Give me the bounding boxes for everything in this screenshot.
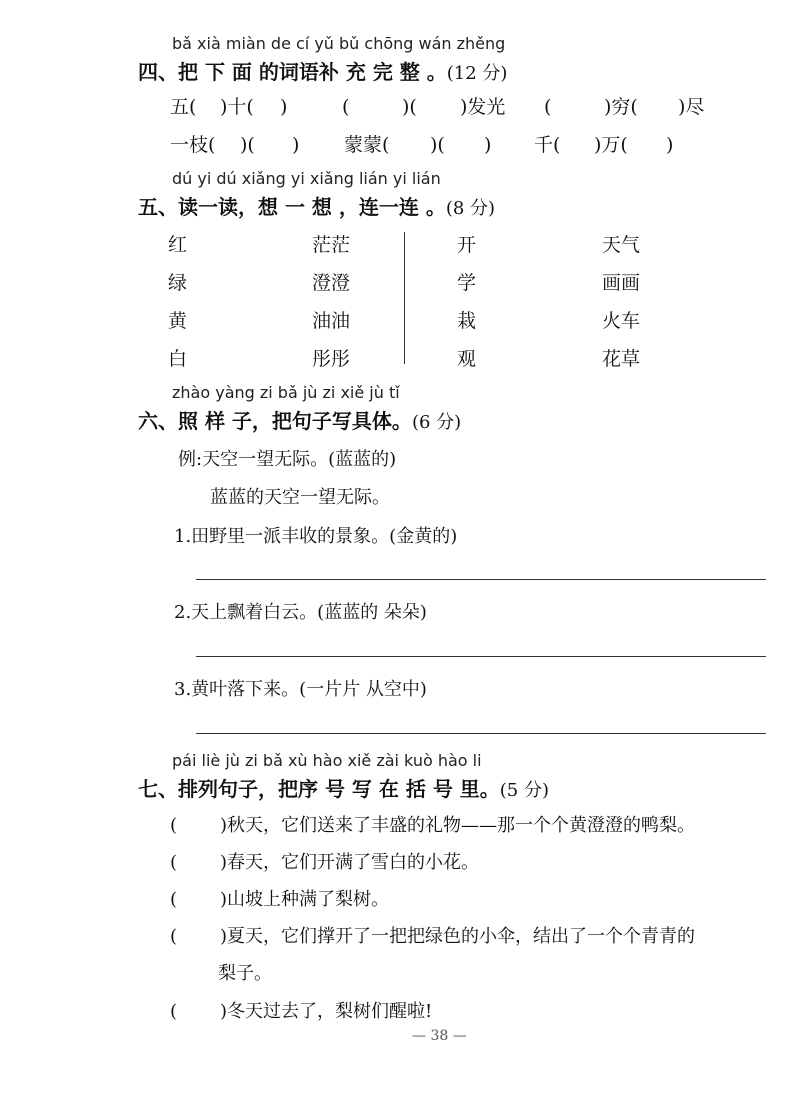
order-item-4 xyxy=(170,922,695,948)
section5-pinyin: dú yi dú xiǎng yi xiǎng lián yi lián xyxy=(172,169,441,188)
order-blank[interactable]: ( xyxy=(170,889,178,910)
fill-cell: ) xyxy=(280,96,288,118)
section4-title xyxy=(138,56,507,85)
fill-cell: )( xyxy=(430,134,445,156)
order-blank[interactable]: ( xyxy=(170,852,178,873)
fill-cell: )十( xyxy=(220,96,254,118)
order-blank[interactable]: ( xyxy=(170,926,178,947)
match-left-b-1: 茫茫 xyxy=(312,234,351,256)
section6-title-text: 六、照 样 子，把句子写具体。 xyxy=(138,409,412,433)
example-answer: 蓝蓝的天空一望无际。 xyxy=(210,487,390,508)
exercise-item-3: 3.黄叶落下来。(一片片 从空中) xyxy=(174,679,427,700)
match-left-a-4: 白 xyxy=(168,348,188,370)
fill-cell: )穷( xyxy=(604,96,638,118)
section6-score: (6 分) xyxy=(411,412,462,433)
exercise-item-2: 2.天上飘着白云。(蓝蓝的 朵朵) xyxy=(174,602,427,623)
page-number: — 38 — xyxy=(412,1028,467,1044)
fill-cell: )发光 xyxy=(460,96,506,118)
section4-score: (12 分) xyxy=(446,63,508,84)
section7-score: (5 分) xyxy=(499,780,549,801)
match-right-b-2: 画画 xyxy=(602,272,641,294)
order-item-text: )山坡上种满了梨树。 xyxy=(220,889,390,910)
section7-title-text: 七、排列句子，把序 号 写 在 括 号 里。 xyxy=(138,777,500,801)
fill-cell: )尽 xyxy=(678,96,705,118)
fill-cell: ) xyxy=(666,134,674,156)
example-sentence: 例:天空一望无际。(蓝蓝的) xyxy=(178,449,397,470)
match-right-b-1: 天气 xyxy=(602,234,641,256)
section5-title xyxy=(138,191,495,220)
section5-title-text: 五、读一读，想 一 想 ，连一连 。 xyxy=(138,195,446,219)
match-right-b-4: 花草 xyxy=(602,348,641,370)
section4-title-text: 四、把 下 面 的词语补 充 完 整 。 xyxy=(138,60,447,84)
fill-cell: ( xyxy=(544,96,552,118)
match-left-a-2: 绿 xyxy=(168,272,188,294)
fill-cell: 五( xyxy=(170,96,197,118)
order-item-3 xyxy=(170,885,389,911)
fill-cell: )( xyxy=(402,96,417,118)
answer-line-1[interactable] xyxy=(196,579,766,580)
order-item-2 xyxy=(170,848,479,874)
fill-cell: ) xyxy=(484,134,492,156)
section6-title xyxy=(138,405,461,434)
order-item-text: )春天，它们开满了雪白的小花。 xyxy=(220,852,480,873)
order-item-1 xyxy=(170,811,695,837)
match-left-a-3: 黄 xyxy=(168,310,188,332)
fill-cell: 一枝( xyxy=(170,134,216,156)
order-item-5 xyxy=(170,997,432,1023)
match-left-a-1: 红 xyxy=(168,234,188,256)
match-right-b-3: 火车 xyxy=(602,310,641,332)
section7-pinyin: pái liè jù zi bǎ xù hào xiě zài kuò hào li xyxy=(172,751,482,770)
match-right-a-3: 栽 xyxy=(457,310,477,332)
match-left-b-2: 澄澄 xyxy=(312,272,351,294)
fill-cell: )( xyxy=(240,134,255,156)
fill-cell: )万( xyxy=(594,134,628,156)
match-left-b-4: 彤彤 xyxy=(312,348,351,370)
order-item-4-continuation: 梨子。 xyxy=(218,963,272,984)
match-left-b-3: 油油 xyxy=(312,310,351,332)
exercise-item-1: 1.田野里一派丰收的景象。(金黄的) xyxy=(174,526,458,547)
order-blank[interactable]: ( xyxy=(170,815,178,836)
order-item-text: )夏天，它们撑开了一把把绿色的小伞，结出了一个个青青的 xyxy=(220,926,696,947)
order-item-text: )冬天过去了，梨树们醒啦! xyxy=(220,1001,433,1022)
answer-line-3[interactable] xyxy=(196,733,766,734)
section5-score: (8 分) xyxy=(445,198,496,219)
section6-pinyin: zhào yàng zi bǎ jù zi xiě jù tǐ xyxy=(172,383,400,402)
match-right-a-4: 观 xyxy=(457,348,477,370)
match-right-a-1: 开 xyxy=(457,234,477,256)
answer-line-2[interactable] xyxy=(196,656,766,657)
section4-row1 xyxy=(170,92,728,119)
match-right-a-2: 学 xyxy=(457,272,477,294)
section4-row2 xyxy=(170,130,696,157)
section4-pinyin: bǎ xià miàn de cí yǔ bǔ chōng wán zhěng xyxy=(172,34,506,53)
section7-title xyxy=(138,773,549,802)
order-blank[interactable]: ( xyxy=(170,1001,178,1022)
order-item-text: )秋天，它们送来了丰盛的礼物——那一个个黄澄澄的鸭梨。 xyxy=(220,815,696,836)
fill-cell: ) xyxy=(292,134,300,156)
fill-cell: 千( xyxy=(534,134,561,156)
fill-cell: 蒙蒙( xyxy=(344,134,390,156)
match-divider xyxy=(404,232,405,364)
fill-cell: ( xyxy=(342,96,350,118)
